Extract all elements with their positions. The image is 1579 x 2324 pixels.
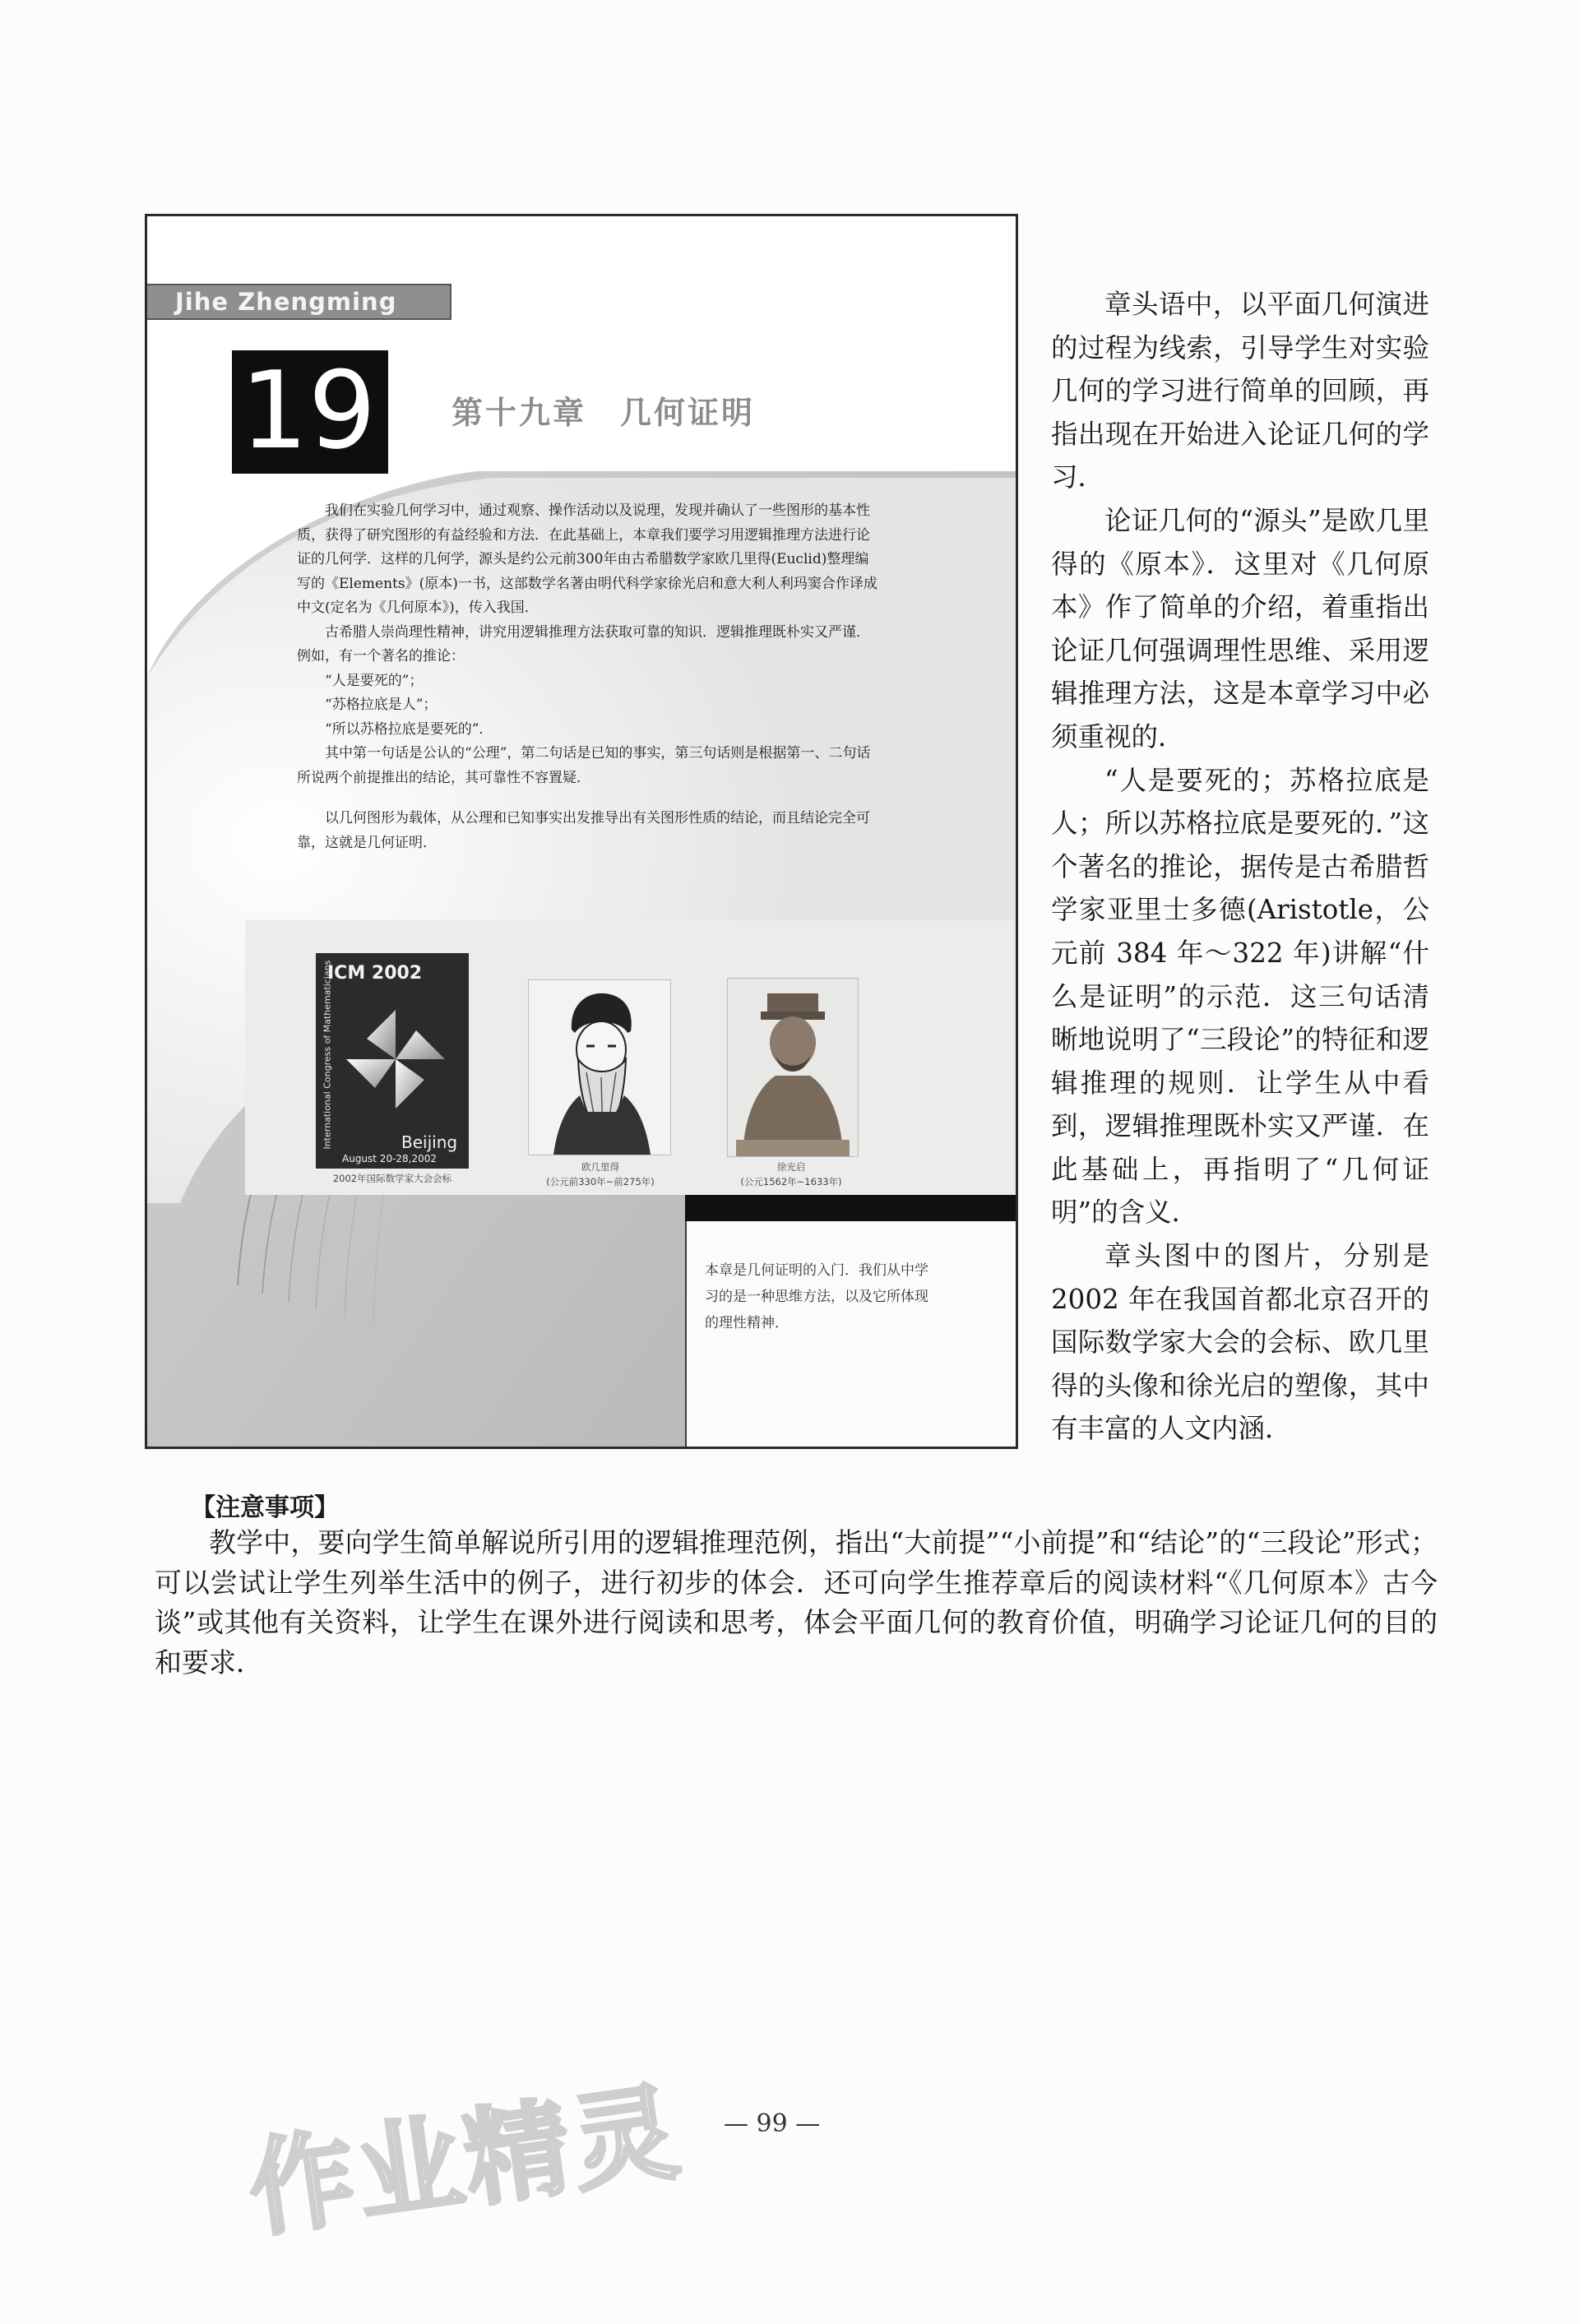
intro-quote: “人是要死的”； — [325, 672, 424, 689]
intro-paragraph: 古希腊人崇尚理性精神，讲究用逻辑推理方法获取可靠的知识．逻辑推理既朴实又严谨．例如，有一个著名的推论： — [297, 623, 870, 664]
teacher-commentary — [1051, 283, 1429, 1451]
xu-guangqi-statue — [727, 978, 859, 1157]
chapter-pictures — [245, 920, 1016, 1195]
chapter-intro — [297, 499, 881, 855]
euclid-portrait — [528, 979, 671, 1155]
chapter-opening-panel — [145, 214, 1018, 1449]
pinwheel-icon — [342, 1006, 449, 1113]
note-box-top-bar — [685, 1195, 1016, 1221]
xu-guangqi-statue-image — [728, 979, 858, 1156]
notes-body: 教学中，要向学生简单解说所引用的逻辑推理范例，指出“大前提”“小前提”和“结论”的“三段论”形式；可以尝试让学生列举生活中的例子，进行初步的体会．还可向学生推荐章后的阅读材料“《几何原本》古今谈”或其他有关资料，让学生在课外进行阅读和思考，体会平面几何的教育价值，明确学习论证几何的目的和要求． — [155, 1526, 1438, 1678]
euclid-caption-years: (公元前330年~前275年) — [546, 1176, 655, 1187]
icm-2002-logo — [316, 953, 469, 1169]
xu-caption-name: 徐光启 — [776, 1161, 806, 1173]
chapter-note-text: 本章是几何证明的入门．我们从中学习的是一种思维方法，以及它所体现的理性精神． — [705, 1262, 928, 1331]
icm-logo-title: ICM 2002 — [327, 963, 423, 984]
icm-logo-side-text: International Congress of Mathematicians — [322, 960, 333, 1150]
chapter-pinyin: Jihe Zhengming — [175, 288, 397, 316]
icm-logo-dates: August 20-28,2002 — [342, 1153, 438, 1164]
intro-paragraph: 我们在实验几何学习中，通过观察、操作活动以及说理，发现并确认了一些图形的基本性质，获得了研究图形的有益经验和方法．在此基础上，本章我们要学习用逻辑推理方法进行论证的几何学．这样的几何学，源头是约公元前300年由古希腊数学家欧几里得(Euclid)整理编写的《Elements》(原本)一书，这部数学名著由明代科学家徐光启和意大利人利玛窦合作译成中文(定名为《几何原本》)，传入我国． — [297, 502, 877, 616]
chapter-pinyin-bar — [147, 284, 451, 320]
intro-paragraph: 其中第一句话是公认的“公理”，第二句话是已知的事实，第三句话则是根据第一、二句话所说两个前提推出的结论，其可靠性不容置疑． — [297, 745, 871, 786]
intro-quote: “所以苏格拉底是要死的”． — [325, 720, 493, 738]
intro-paragraph: 以几何图形为载体，从公理和已知事实出发推导出有关图形性质的结论，而且结论完全可靠，这就是几何证明． — [297, 810, 870, 851]
page-number: — 99 — — [724, 2109, 821, 2138]
icm-logo-city: Beijing — [401, 1132, 458, 1152]
euclid-caption-name: 欧几里得 — [581, 1161, 619, 1173]
chapter-title: 第十九章 几何证明 — [451, 395, 756, 431]
commentary-paragraph: “人是要死的；苏格拉底是人；所以苏格拉底是要死的．”这个著名的推论，据传是古希腊哲学家亚里士多德(Aristotle，公元前 384 年～322 年)讲解“什么是证明”的示范．这三句话清晰地说明了“三段论”的特征和逻辑推理的规则．让学生从中看到，逻辑推理既朴实又严谨．在此基础上，再指明了“几何证明”的含义． — [1051, 764, 1429, 1229]
commentary-paragraph: 章头图中的图片，分别是 2002 年在我国首都北京召开的国际数学家大会的会标、欧几里得的头像和徐光启的塑像，其中有丰富的人文内涵． — [1051, 1240, 1429, 1445]
chapter-note-box — [685, 1221, 1016, 1449]
icm-logo-caption: 2002年国际数学家大会会标 — [332, 1173, 452, 1184]
xu-caption-years: (公元1562年~1633年) — [740, 1176, 842, 1187]
euclid-portrait-image — [529, 980, 670, 1155]
chapter-number-box — [232, 350, 388, 474]
intro-quote: “苏格拉底是人”； — [325, 697, 438, 713]
watermark: 作业精灵 — [241, 2070, 689, 2252]
commentary-paragraph: 章头语中，以平面几何演进的过程为线索，引导学生对实验几何的学习进行简单的回顾，再指出现在开始进入论证几何的学习． — [1051, 289, 1429, 493]
commentary-paragraph: 论证几何的“源头”是欧几里得的《原本》．这里对《几何原本》作了简单的介绍，着重指出论证几何强调理性思维、采用逻辑推理方法，这是本章学习中必须重视的． — [1051, 504, 1429, 752]
notes-heading: 【注意事项】 — [191, 1493, 339, 1522]
chapter-number: 19 — [240, 348, 377, 473]
